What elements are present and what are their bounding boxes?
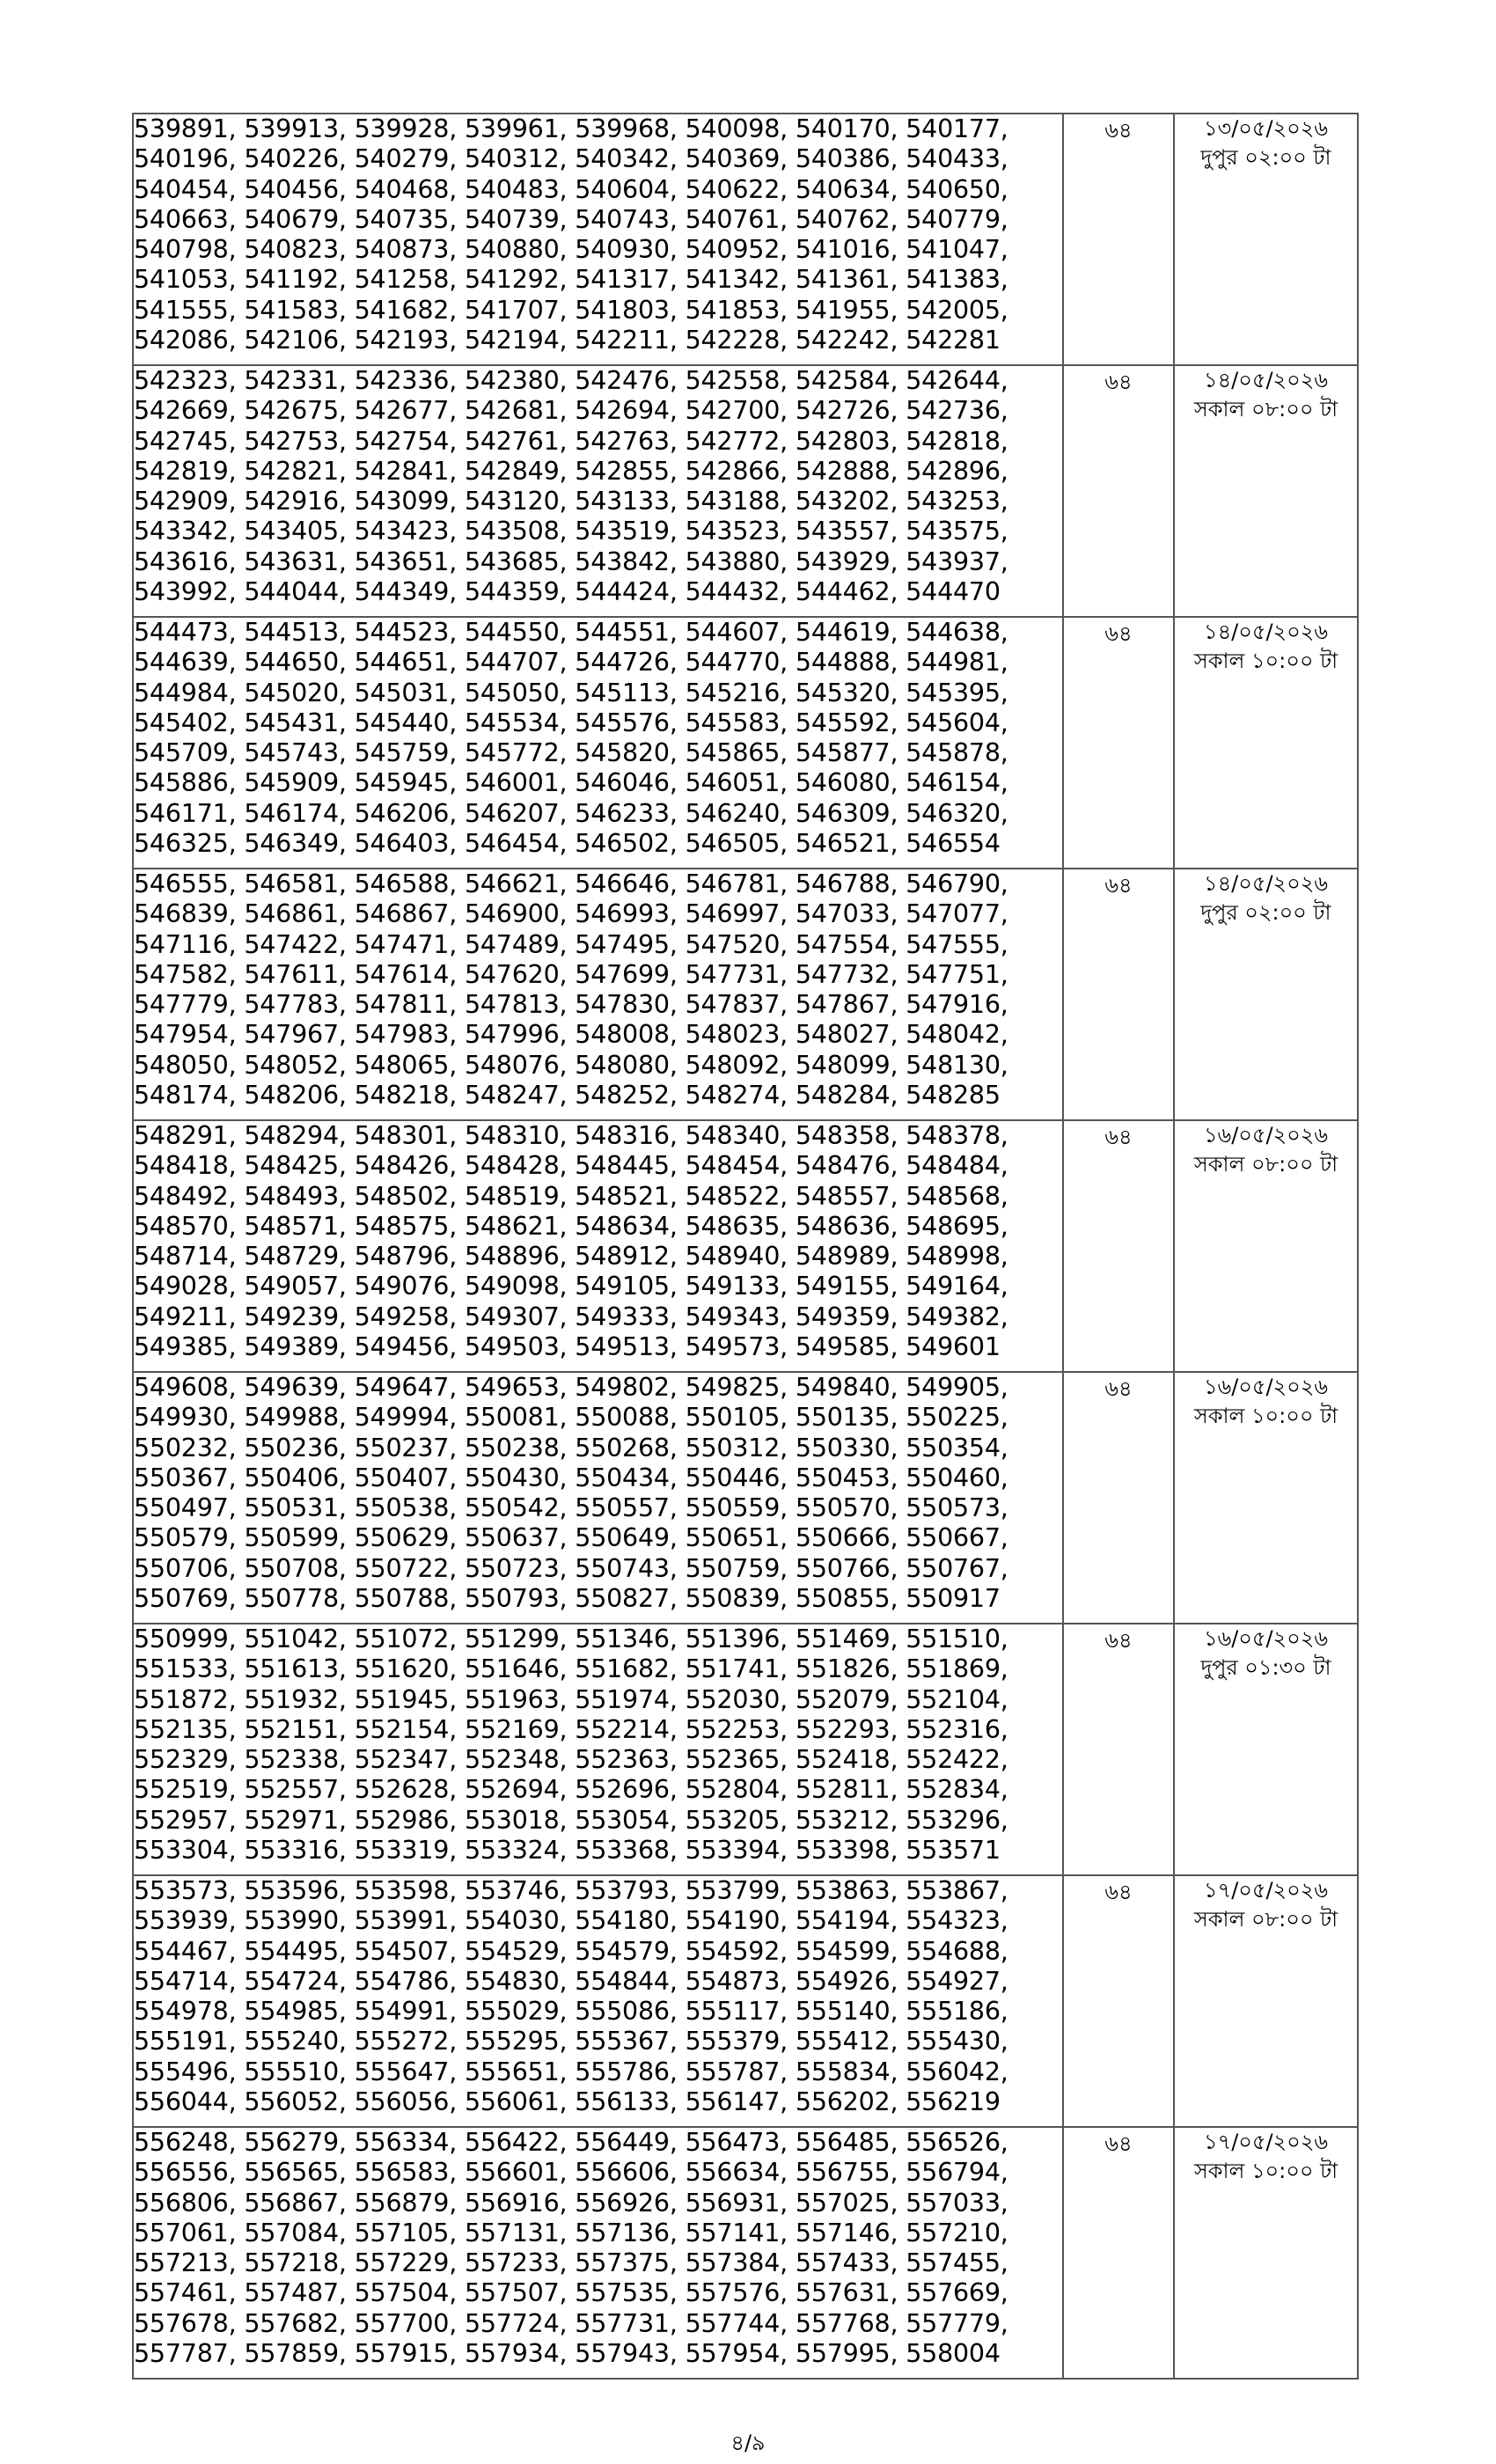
- roll-line: 551533, 551613, 551620, 551646, 551682, 551741, 551826, 551869,: [134, 1654, 1008, 1684]
- roll-line: 549608, 549639, 549647, 549653, 549802, 549825, 549840, 549905,: [134, 1373, 1008, 1402]
- roll-line: 556248, 556279, 556334, 556422, 556449, 556473, 556485, 556526,: [134, 2128, 1008, 2157]
- schedule-row: [133, 1875, 1358, 2127]
- roll-line: 550367, 550406, 550407, 550430, 550434, 550446, 550453, 550460,: [134, 1463, 1008, 1492]
- candidate-count-cell: [1063, 1120, 1174, 1372]
- candidate-count: ৬৪: [1104, 873, 1133, 898]
- roll-line: 556806, 556867, 556879, 556916, 556926, 556931, 557025, 557033,: [134, 2188, 1008, 2218]
- roll-line: 550232, 550236, 550237, 550238, 550268, 550312, 550330, 550354,: [134, 1433, 1008, 1463]
- roll-line: 551872, 551932, 551945, 551963, 551974, 552030, 552079, 552104,: [134, 1684, 1008, 1714]
- exam-time: দুপুর ০২:০০ টা: [1200, 145, 1331, 170]
- exam-time: সকাল ১০:০০ টা: [1193, 2159, 1338, 2183]
- roll-line: 548291, 548294, 548301, 548310, 548316, 548340, 548358, 548378,: [134, 1121, 1008, 1150]
- candidate-count-cell: [1063, 1372, 1174, 1624]
- roll-numbers-cell: [133, 1875, 1063, 2127]
- roll-line: 557213, 557218, 557229, 557233, 557375, 557384, 557433, 557455,: [134, 2248, 1008, 2278]
- schedule-row: [133, 1624, 1358, 1875]
- roll-line: 554467, 554495, 554507, 554529, 554579, 554592, 554599, 554688,: [134, 1936, 1008, 1966]
- roll-line: 542745, 542753, 542754, 542761, 542763, 542772, 542803, 542818,: [134, 426, 1008, 456]
- roll-line: 553304, 553316, 553319, 553324, 553368, 553394, 553398, 553571: [134, 1836, 1001, 1866]
- exam-time: দুপুর ০২:০০ টা: [1200, 900, 1331, 925]
- roll-line: 548714, 548729, 548796, 548896, 548912, 548940, 548989, 548998,: [134, 1242, 1008, 1272]
- date-time-cell: [1174, 1875, 1358, 2127]
- roll-line: 542323, 542331, 542336, 542380, 542476, 542558, 542584, 542644,: [134, 366, 1008, 395]
- date-time-cell: [1174, 114, 1358, 365]
- schedule-body: [133, 114, 1358, 2379]
- roll-line: 546555, 546581, 546588, 546621, 546646, 546781, 546788, 546790,: [134, 869, 1008, 898]
- date-time-cell: [1174, 365, 1358, 617]
- roll-line: 546839, 546861, 546867, 546900, 546993, 546997, 547033, 547077,: [134, 899, 1008, 929]
- exam-time: সকাল ০৮:০০ টা: [1193, 1907, 1338, 1932]
- roll-line: 550706, 550708, 550722, 550723, 550743, 550759, 550766, 550767,: [134, 1553, 1008, 1583]
- roll-numbers-cell: [133, 1120, 1063, 1372]
- schedule-row: [133, 617, 1358, 869]
- exam-date: ১৩/০৫/২০২৬: [1204, 116, 1328, 141]
- roll-numbers-cell: [133, 1372, 1063, 1624]
- roll-line: 554978, 554985, 554991, 555029, 555086, 555117, 555140, 555186,: [134, 1997, 1008, 2027]
- candidate-count-cell: [1063, 1624, 1174, 1875]
- roll-line: 546325, 546349, 546403, 546454, 546502, 546505, 546521, 546554: [134, 829, 1001, 859]
- schedule-row: [133, 114, 1358, 365]
- roll-line: 557061, 557084, 557105, 557131, 557136, 557141, 557146, 557210,: [134, 2218, 1008, 2248]
- roll-line: 542909, 542916, 543099, 543120, 543133, 543188, 543202, 543253,: [134, 487, 1008, 517]
- roll-line: 550579, 550599, 550629, 550637, 550649, 550651, 550666, 550667,: [134, 1523, 1008, 1553]
- roll-line: 548492, 548493, 548502, 548519, 548521, 548522, 548557, 548568,: [134, 1181, 1008, 1211]
- roll-line: 549385, 549389, 549456, 549503, 549513, 549573, 549585, 549601: [134, 1332, 1001, 1362]
- candidate-count-cell: [1063, 1875, 1174, 2127]
- exam-schedule-table: [132, 113, 1359, 2380]
- roll-line: 544639, 544650, 544651, 544707, 544726, 544770, 544888, 544981,: [134, 648, 1008, 678]
- roll-line: 553939, 553990, 553991, 554030, 554180, 554190, 554194, 554323,: [134, 1906, 1008, 1936]
- roll-line: 544984, 545020, 545031, 545050, 545113, 545216, 545320, 545395,: [134, 678, 1008, 708]
- date-time-cell: [1174, 2127, 1358, 2379]
- candidate-count: ৬৪: [1104, 1628, 1133, 1653]
- exam-date: ১৪/০৫/২০২৬: [1204, 620, 1328, 644]
- roll-line: 543342, 543405, 543423, 543508, 543519, 543523, 543557, 543575,: [134, 517, 1008, 546]
- roll-line: 545709, 545743, 545759, 545772, 545820, 545865, 545877, 545878,: [134, 738, 1008, 768]
- roll-numbers-cell: [133, 869, 1063, 1120]
- roll-line: 550769, 550778, 550788, 550793, 550827, 550839, 550855, 550917: [134, 1584, 1001, 1614]
- roll-line: 545402, 545431, 545440, 545534, 545576, 545583, 545592, 545604,: [134, 708, 1008, 737]
- roll-line: 546171, 546174, 546206, 546207, 546233, 546240, 546309, 546320,: [134, 798, 1008, 828]
- exam-date: ১৬/০৫/২০২৬: [1204, 1375, 1328, 1399]
- roll-line: 549930, 549988, 549994, 550081, 550088, 550105, 550135, 550225,: [134, 1403, 1008, 1433]
- exam-date: ১৪/০৫/২০২৬: [1204, 368, 1328, 392]
- roll-line: 545886, 545909, 545945, 546001, 546046, 546051, 546080, 546154,: [134, 768, 1008, 798]
- roll-numbers-cell: [133, 1624, 1063, 1875]
- exam-date: ১৬/০৫/২০২৬: [1204, 1123, 1328, 1148]
- roll-line: 547954, 547967, 547983, 547996, 548008, 548023, 548027, 548042,: [134, 1020, 1008, 1050]
- candidate-count: ৬৪: [1104, 118, 1133, 143]
- roll-numbers-cell: [133, 114, 1063, 365]
- roll-line: 540798, 540823, 540873, 540880, 540930, 540952, 541016, 541047,: [134, 235, 1008, 265]
- roll-line: 542819, 542821, 542841, 542849, 542855, 542866, 542888, 542896,: [134, 456, 1008, 486]
- roll-line: 552329, 552338, 552347, 552348, 552363, 552365, 552418, 552422,: [134, 1745, 1008, 1775]
- roll-line: 552957, 552971, 552986, 553018, 553054, 553205, 553212, 553296,: [134, 1805, 1008, 1835]
- roll-line: 557678, 557682, 557700, 557724, 557731, 557744, 557768, 557779,: [134, 2308, 1008, 2338]
- roll-line: 548570, 548571, 548575, 548621, 548634, 548635, 548636, 548695,: [134, 1211, 1008, 1241]
- roll-line: 553573, 553596, 553598, 553746, 553793, 553799, 553863, 553867,: [134, 1876, 1008, 1905]
- candidate-count-cell: [1063, 114, 1174, 365]
- roll-line: 547116, 547422, 547471, 547489, 547495, 547520, 547554, 547555,: [134, 929, 1008, 959]
- candidate-count-cell: [1063, 365, 1174, 617]
- roll-line: 540196, 540226, 540279, 540312, 540342, 540369, 540386, 540433,: [134, 144, 1008, 174]
- candidate-count: ৬৪: [1104, 621, 1133, 646]
- roll-line: 557461, 557487, 557504, 557507, 557535, 557576, 557631, 557669,: [134, 2278, 1008, 2308]
- candidate-count: ৬৪: [1104, 1376, 1133, 1401]
- roll-line: 541555, 541583, 541682, 541707, 541803, 541853, 541955, 542005,: [134, 295, 1008, 325]
- schedule-row: [133, 365, 1358, 617]
- roll-line: 555496, 555510, 555647, 555651, 555786, 555787, 555834, 556042,: [134, 2057, 1008, 2086]
- candidate-count-cell: [1063, 869, 1174, 1120]
- exam-date: ১৬/০৫/২০২৬: [1204, 1626, 1328, 1651]
- roll-numbers-cell: [133, 365, 1063, 617]
- candidate-count-cell: [1063, 2127, 1174, 2379]
- date-time-cell: [1174, 1372, 1358, 1624]
- candidate-count: ৬৪: [1104, 2131, 1133, 2156]
- roll-numbers-cell: [133, 617, 1063, 869]
- schedule-row: [133, 1120, 1358, 1372]
- roll-line: 547779, 547783, 547811, 547813, 547830, 547837, 547867, 547916,: [134, 990, 1008, 1020]
- exam-time: দুপুর ০১:৩০ টা: [1200, 1655, 1331, 1680]
- exam-time: সকাল ১০:০০ টা: [1193, 649, 1338, 673]
- schedule-row: [133, 869, 1358, 1120]
- roll-line: 556044, 556052, 556056, 556061, 556133, 556147, 556202, 556219: [134, 2087, 1001, 2117]
- roll-line: 557787, 557859, 557915, 557934, 557943, 557954, 557995, 558004: [134, 2339, 1001, 2369]
- page-number: ৪/৯: [730, 2431, 766, 2455]
- exam-time: সকাল ১০:০০ টা: [1193, 1404, 1338, 1428]
- roll-numbers-cell: [133, 2127, 1063, 2379]
- exam-date: ১৪/০৫/২০২৬: [1204, 871, 1328, 896]
- roll-line: 550999, 551042, 551072, 551299, 551346, 551396, 551469, 551510,: [134, 1624, 1008, 1654]
- candidate-count: ৬৪: [1104, 1125, 1133, 1149]
- schedule-row: [133, 1372, 1358, 1624]
- roll-line: 556556, 556565, 556583, 556601, 556606, 556634, 556755, 556794,: [134, 2158, 1008, 2188]
- roll-line: 549211, 549239, 549258, 549307, 549333, 549343, 549359, 549382,: [134, 1302, 1008, 1331]
- roll-line: 550497, 550531, 550538, 550542, 550557, 550559, 550570, 550573,: [134, 1493, 1008, 1523]
- exam-date: ১৭/০৫/২০২৬: [1204, 1878, 1328, 1903]
- date-time-cell: [1174, 617, 1358, 869]
- roll-line: 539891, 539913, 539928, 539961, 539968, 540098, 540170, 540177,: [134, 114, 1008, 143]
- roll-line: 542669, 542675, 542677, 542681, 542694, 542700, 542726, 542736,: [134, 396, 1008, 426]
- date-time-cell: [1174, 1624, 1358, 1875]
- roll-line: 542086, 542106, 542193, 542194, 542211, 542228, 542242, 542281: [134, 326, 1001, 356]
- roll-line: 548418, 548425, 548426, 548428, 548445, 548454, 548476, 548484,: [134, 1151, 1008, 1181]
- roll-line: 544473, 544513, 544523, 544550, 544551, 544607, 544619, 544638,: [134, 618, 1008, 647]
- candidate-count-cell: [1063, 617, 1174, 869]
- roll-line: 548174, 548206, 548218, 548247, 548252, 548274, 548284, 548285: [134, 1081, 1001, 1111]
- candidate-count: ৬৪: [1104, 1880, 1133, 1904]
- exam-time: সকাল ০৮:০০ টা: [1193, 397, 1338, 422]
- roll-line: 555191, 555240, 555272, 555295, 555367, 555379, 555412, 555430,: [134, 2027, 1008, 2057]
- exam-date: ১৭/০৫/২০২৬: [1204, 2130, 1328, 2154]
- roll-line: 541053, 541192, 541258, 541292, 541317, 541342, 541361, 541383,: [134, 265, 1008, 295]
- date-time-cell: [1174, 869, 1358, 1120]
- schedule-row: [133, 2127, 1358, 2379]
- roll-line: 543992, 544044, 544349, 544359, 544424, 544432, 544462, 544470: [134, 577, 1001, 607]
- roll-line: 554714, 554724, 554786, 554830, 554844, 554873, 554926, 554927,: [134, 1966, 1008, 1996]
- roll-line: 552519, 552557, 552628, 552694, 552696, 552804, 552811, 552834,: [134, 1775, 1008, 1805]
- roll-line: 552135, 552151, 552154, 552169, 552214, 552253, 552293, 552316,: [134, 1714, 1008, 1744]
- roll-line: 548050, 548052, 548065, 548076, 548080, 548092, 548099, 548130,: [134, 1050, 1008, 1080]
- exam-time: সকাল ০৮:০০ টা: [1193, 1152, 1338, 1177]
- candidate-count: ৬৪: [1104, 370, 1133, 394]
- roll-line: 549028, 549057, 549076, 549098, 549105, 549133, 549155, 549164,: [134, 1272, 1008, 1302]
- date-time-cell: [1174, 1120, 1358, 1372]
- roll-line: 540454, 540456, 540468, 540483, 540604, 540622, 540634, 540650,: [134, 174, 1008, 204]
- roll-line: 543616, 543631, 543651, 543685, 543842, 543880, 543929, 543937,: [134, 546, 1008, 576]
- roll-line: 540663, 540679, 540735, 540739, 540743, 540761, 540762, 540779,: [134, 204, 1008, 234]
- roll-line: 547582, 547611, 547614, 547620, 547699, 547731, 547732, 547751,: [134, 959, 1008, 989]
